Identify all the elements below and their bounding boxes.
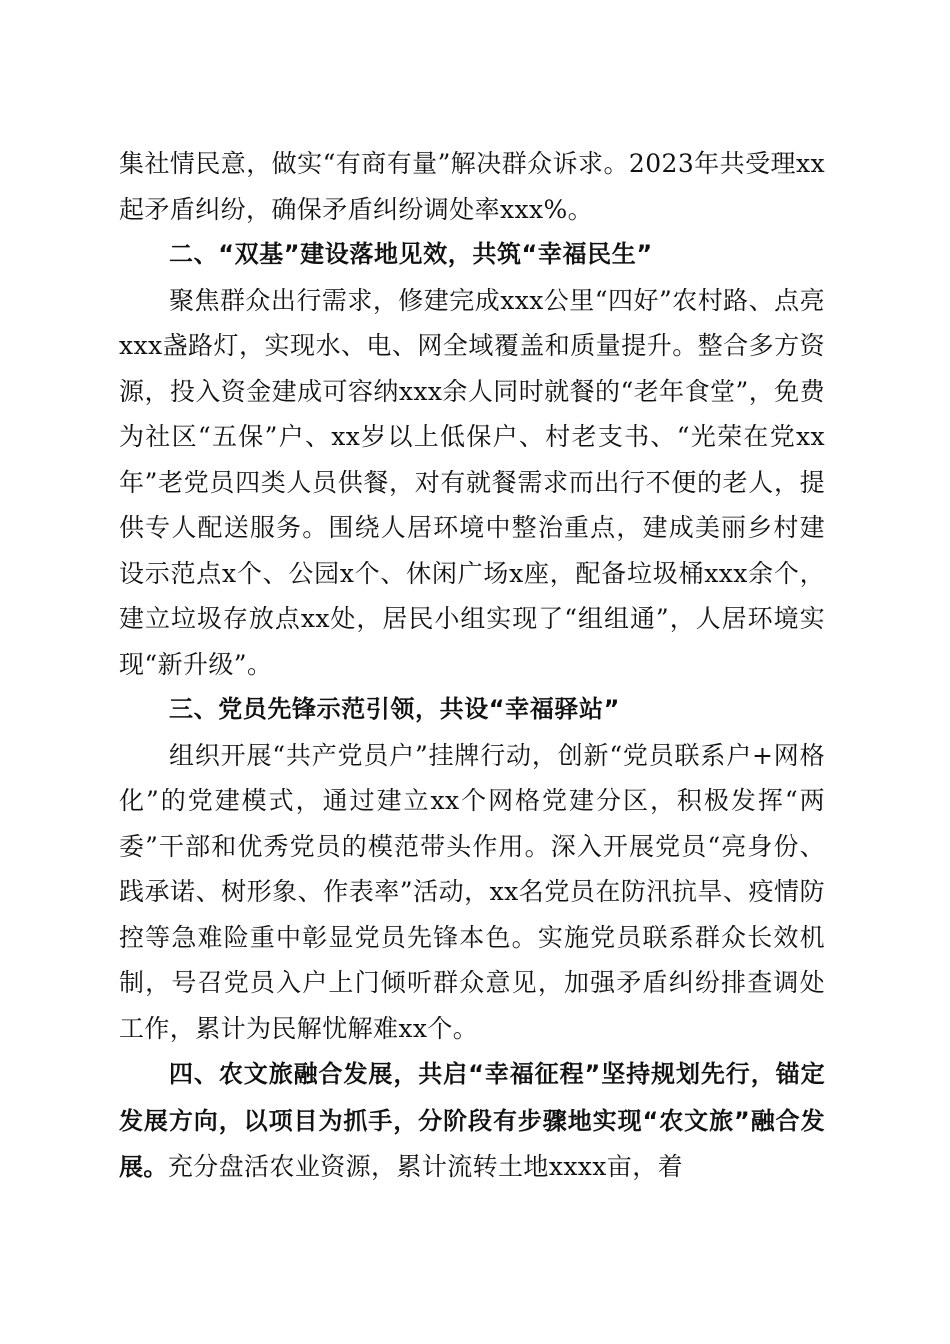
paragraph-section-4: [119, 1051, 825, 1191]
section-heading-4: 四、农文旅融合发展，共启“幸福征程”坚持规划先行，锚定发展方向，以项目为抓手，分阶段有步骤地实现“农文旅”融合发展。: [119, 1060, 825, 1181]
paragraph-continuation: 集社情民意，做实“有商有量”解决群众诉求。2023年共受理xx起矛盾纠纷，确保矛盾纠纷调处率xxx%。: [119, 149, 825, 224]
document-page: [119, 141, 825, 1191]
paragraph-section-3: 组织开展“共产党员户”挂牌行动，创新“党员联系户+网格化”的党建模式，通过建立xx个网格党建分区，积极发挥“两委”干部和优秀党员的模范带头作用。深入开展党员“亮身份、践承诺、树形象、作表率”活动，xx名党员在防汛抗旱、疫情防控等急难险重中彰显党员先锋本色。实施党员联系群众长效机制，号召党员入户上门倾听群众意见，加强矛盾纠纷排查调处工作，累计为民解忧解难xx个。: [119, 740, 825, 1043]
section-heading-3: 三、党员先锋示范引领，共设“幸福驿站”: [169, 695, 620, 723]
paragraph-section-2: 聚焦群众出行需求，修建完成xxx公里“四好”农村路、点亮xxx盏路灯，实现水、电、网全域覆盖和质量提升。整合多方资源，投入资金建成可容纳xxx余人同时就餐的“老年食堂”，免费为社区“五保”户、xx岁以上低保户、村老支书、“光荣在党xx年”老党员四类人员供餐，对有就餐需求而出行不便的老人，提供专人配送服务。围绕人居环境中整治重点，建成美丽乡村建设示范点x个、公园x个、休闲广场x座，配备垃圾桶xxx余个，建立垃圾存放点xx处，居民小组实现了“组组通”，人居环境实现“新升级”。: [119, 285, 825, 679]
paragraph-section-4-body: 充分盘活农业资源，累计流转土地xxxx亩，着: [167, 1152, 684, 1181]
section-heading-2: 二、“双基”建设落地见效，共筑“幸福民生”: [169, 240, 653, 268]
